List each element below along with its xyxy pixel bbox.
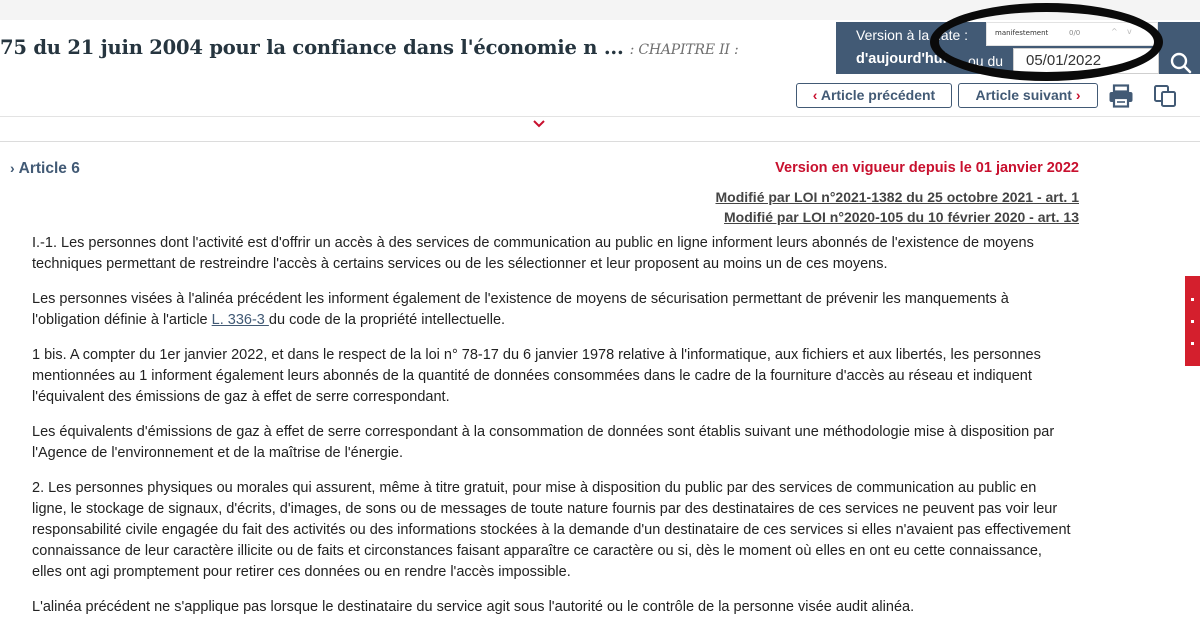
previous-article-label: Article précédent: [820, 87, 936, 103]
version-status: Version en vigueur depuis le 01 janvier 2022: [775, 160, 1079, 176]
article-title: Article 6: [18, 160, 80, 177]
collapse-band: [0, 116, 1200, 142]
side-tab-mark: [1191, 298, 1194, 301]
side-tab-mark: [1191, 342, 1194, 345]
title-bar: [0, 22, 836, 74]
next-article-button[interactable]: [958, 83, 1098, 108]
next-article-label: Article suivant: [975, 87, 1072, 103]
paragraph: [32, 289, 1072, 331]
or-label: ou du: [968, 53, 1004, 69]
chevron-right-icon: ›: [1075, 87, 1081, 103]
today-version-button[interactable]: d'aujourd'hui: [856, 51, 947, 67]
find-previous-button[interactable]: ^: [1111, 27, 1118, 36]
article-reference-link[interactable]: L. 336-3: [211, 312, 269, 328]
side-tab-mark: [1191, 320, 1194, 323]
article-body: [32, 233, 1072, 631]
feedback-side-tab[interactable]: [1185, 276, 1200, 366]
chevron-down-icon[interactable]: [533, 120, 545, 128]
chevron-left-icon: ‹: [812, 87, 818, 103]
find-next-button[interactable]: v: [1127, 27, 1132, 36]
modification-link[interactable]: Modifié par LOI n°2020-105 du 10 février 2020 - art. 13: [724, 209, 1079, 225]
paragraph: Les équivalents d'émissions de gaz à effet de serre correspondant à la consommation de données sont établis suivant une méthodologie mise à disposition par l'Agence de l'environnement et de la maîtrise de l'énergie.: [32, 424, 1055, 461]
print-icon[interactable]: [1108, 84, 1134, 108]
paragraph: L'alinéa précédent ne s'applique pas lorsque le destinataire du service agit sous l'autorité ou le contrôle de la personne visée audit alinéa.: [32, 599, 915, 615]
law-title: 75 du 21 juin 2004 pour la confiance dans l'économie n ...: [0, 36, 624, 59]
find-query-input[interactable]: manifestement: [995, 29, 1049, 37]
chevron-right-icon: ›: [10, 160, 15, 176]
article-heading[interactable]: [10, 160, 80, 178]
version-date-label: Version à la date :: [856, 27, 969, 43]
article-toolbar: [0, 76, 1200, 116]
previous-article-button[interactable]: [796, 83, 952, 108]
paragraph: 1 bis. A compter du 1er janvier 2022, et dans le respect de la loi n° 78-17 du 6 janvier 1978 relative à l'informatique, aux fichiers et aux libertés, les personnes mentionnées au 1 informent également leurs abonnés de la quantité de données consommées dans le cadre de la fourniture d'accès au réseau et indiquent l'équivalent des émissions de gaz à effet de serre correspondant.: [32, 347, 1041, 405]
hand-drawn-circle-annotation: [930, 3, 1163, 81]
copy-icon[interactable]: [1153, 84, 1177, 108]
date-input[interactable]: 05/01/2022: [1013, 48, 1159, 74]
page-title: [0, 36, 739, 59]
modification-links: [715, 187, 1079, 227]
paragraph-text: Les personnes visées à l'alinéa précédent les informent également de l'existence de moyens de sécurisation permettant de prévenir les manquements à l'obligation définie à l'article: [32, 291, 1009, 328]
modification-link[interactable]: Modifié par LOI n°2021-1382 du 25 octobre 2021 - art. 1: [715, 189, 1079, 205]
paragraph: I.-1. Les personnes dont l'activité est d'offrir un accès à des services de communication au public en ligne informent leurs abonnés de l'existence de moyens techniques permettant de restreindre l'accès à certains services ou de les sélectionner et leur proposent au moins un de ces moyens.: [32, 235, 1034, 272]
find-match-count: 0/0: [1069, 29, 1081, 37]
paragraph-text: du code de la propriété intellectuelle.: [268, 312, 506, 328]
search-icon[interactable]: [1170, 52, 1192, 74]
chapter-label: : CHAPITRE II :: [629, 42, 739, 58]
paragraph: 2. Les personnes physiques ou morales qui assurent, même à titre gratuit, pour mise à disposition du public par des services de communication au public en ligne, le stockage de signaux, d'écrits, d'images, de sons ou de messages de toute nature fournis par des destinataires de ces services ne peuvent pas voir leur responsabilité civile engagée du fait des activités ou des informations stockées à la demande d'un destinataire de ces services si elles n'avaient pas effectivement connaissance de leur caractère illicite ou de faits et circonstances faisant apparaître ce caractère ou si, dès le moment où elles en ont eu cette connaissance, elles ont agi promptement pour retirer ces données ou en rendre l'accès impossible.: [32, 480, 1071, 580]
